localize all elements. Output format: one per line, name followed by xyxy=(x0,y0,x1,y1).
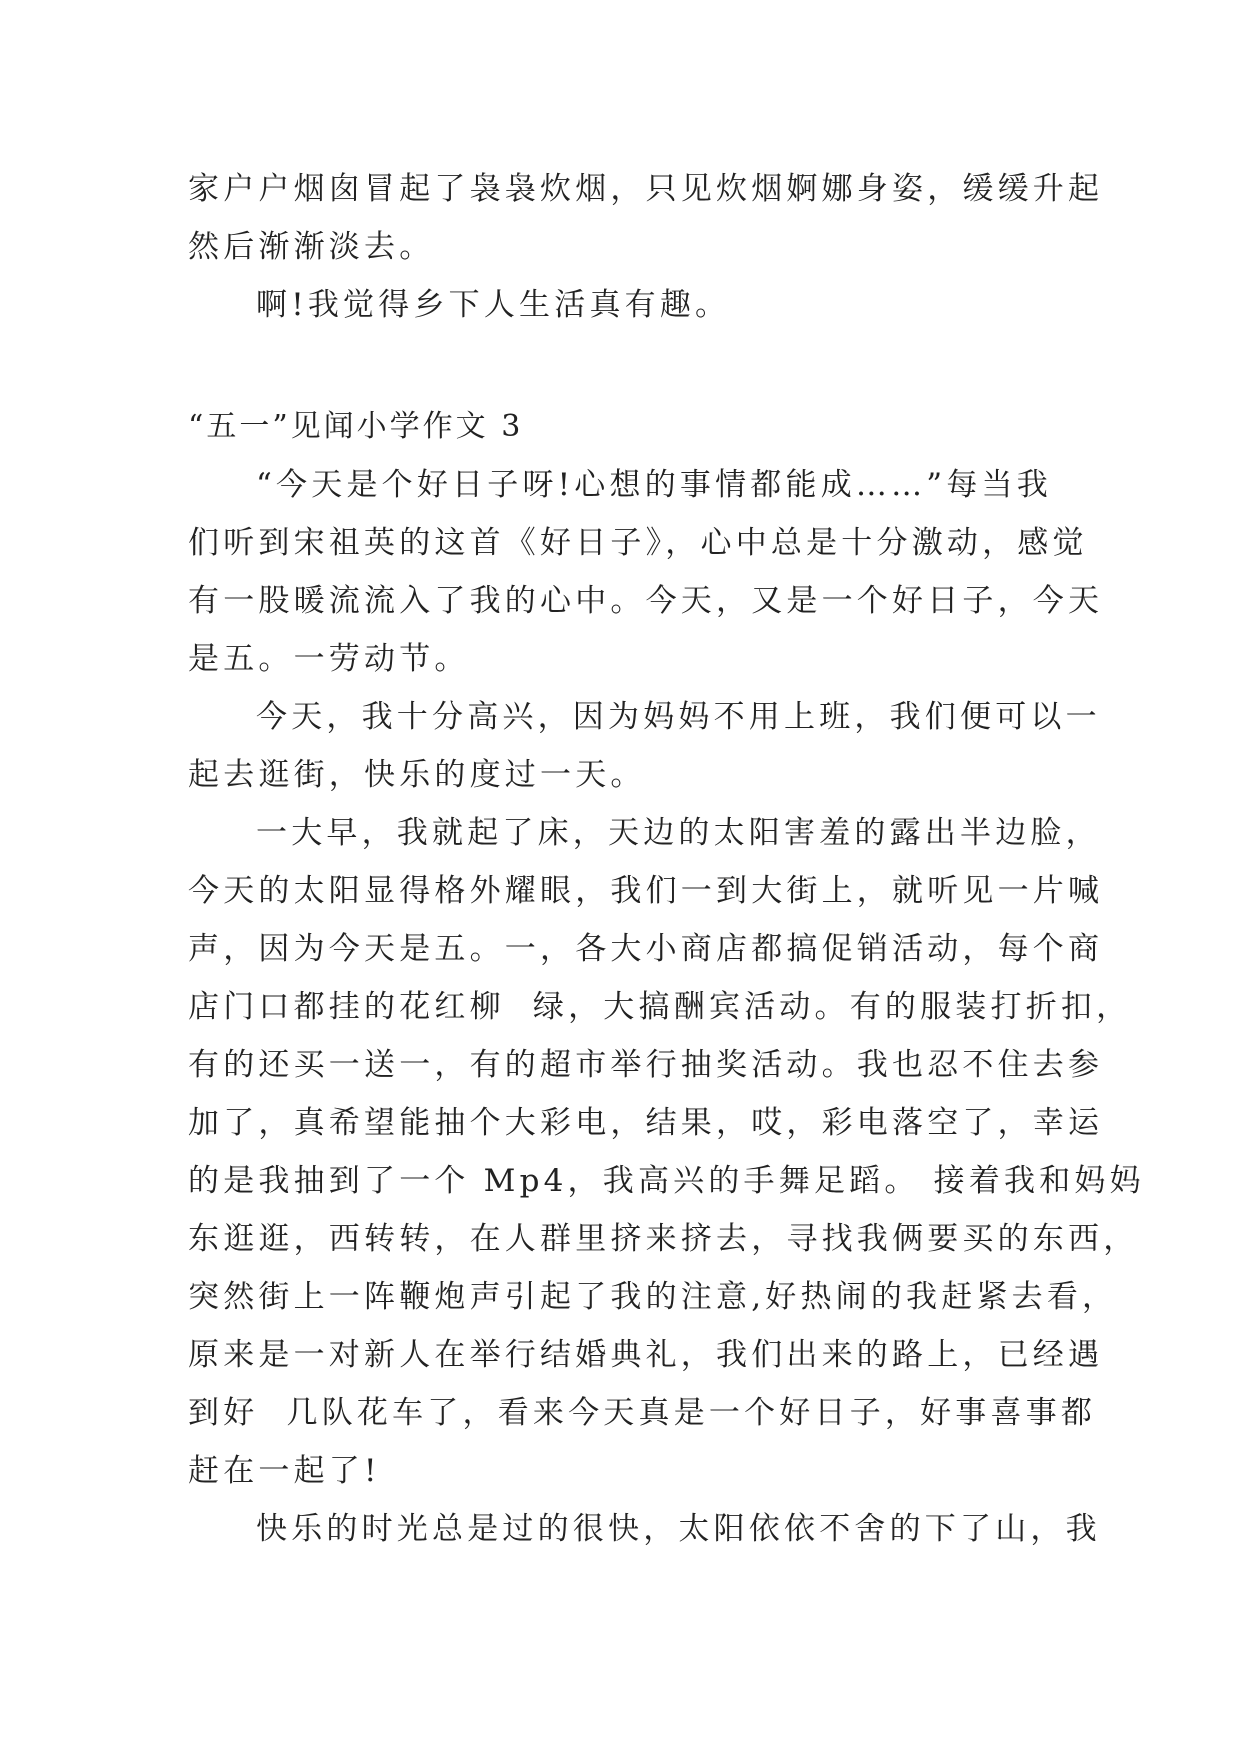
text-line: 是五。一劳动节。 xyxy=(188,641,470,677)
text-line: 赶在一起了! xyxy=(188,1453,381,1489)
text-line: 一大早，我就起了床，天边的太阳害羞的露出半边脸， xyxy=(256,815,1101,851)
text-line: 到好 几队花车了，看来今天真是一个好日子，好事喜事都 xyxy=(188,1395,1097,1431)
text-line: 东逛逛，西转转，在人群里挤来挤去，寻找我俩要买的东西， xyxy=(188,1221,1139,1257)
text-line: 加了，真希望能抽个大彩电，结果，哎，彩电落空了，幸运 xyxy=(188,1105,1104,1141)
text-line: 今天，我十分高兴，因为妈妈不用上班，我们便可以一 xyxy=(256,699,1101,735)
text-line: 家户户烟囱冒起了袅袅炊烟，只见炊烟婀娜身姿，缓缓升起 xyxy=(188,171,1104,207)
text-line: 起去逛街，快乐的度过一天。 xyxy=(188,757,646,793)
text-line: 啊!我觉得乡下人生活真有趣。 xyxy=(256,287,731,323)
text-line: 原来是一对新人在举行结婚典礼，我们出来的路上，已经遇 xyxy=(188,1337,1104,1373)
text-line: 的是我抽到了一个 Mp4，我高兴的手舞足蹈。 接着我和妈妈 xyxy=(188,1163,1145,1199)
text-line: “今天是个好日子呀!心想的事情都能成……”每当我 xyxy=(256,467,1052,503)
text-line: 声，因为今天是五。一，各大小商店都搞促销活动，每个商 xyxy=(188,931,1104,967)
document-body xyxy=(188,160,1145,1558)
text-line: 今天的太阳显得格外耀眼，我们一到大街上，就听见一片喊 xyxy=(188,873,1104,909)
text-line: 店门口都挂的花红柳 绿，大搞酬宾活动。有的服装打折扣， xyxy=(188,989,1132,1025)
text-line: 突然街上一阵鞭炮声引起了我的注意,好热闹的我赶紧去看， xyxy=(188,1279,1118,1315)
text-line: 有的还买一送一，有的超市举行抽奖活动。我也忍不住去参 xyxy=(188,1047,1104,1083)
text-line: 有一股暖流流入了我的心中。今天，又是一个好日子，今天 xyxy=(188,583,1104,619)
text-line: 快乐的时光总是过的很快，太阳依依不舍的下了山，我 xyxy=(256,1511,1101,1547)
text-line: 们听到宋祖英的这首《好日子》，心中总是十分激动，感觉 xyxy=(188,525,1088,561)
paragraph-gap xyxy=(188,334,1048,398)
section-title: “五一”见闻小学作文 3 xyxy=(188,409,524,444)
text-line: 然后渐渐淡去。 xyxy=(188,229,435,265)
